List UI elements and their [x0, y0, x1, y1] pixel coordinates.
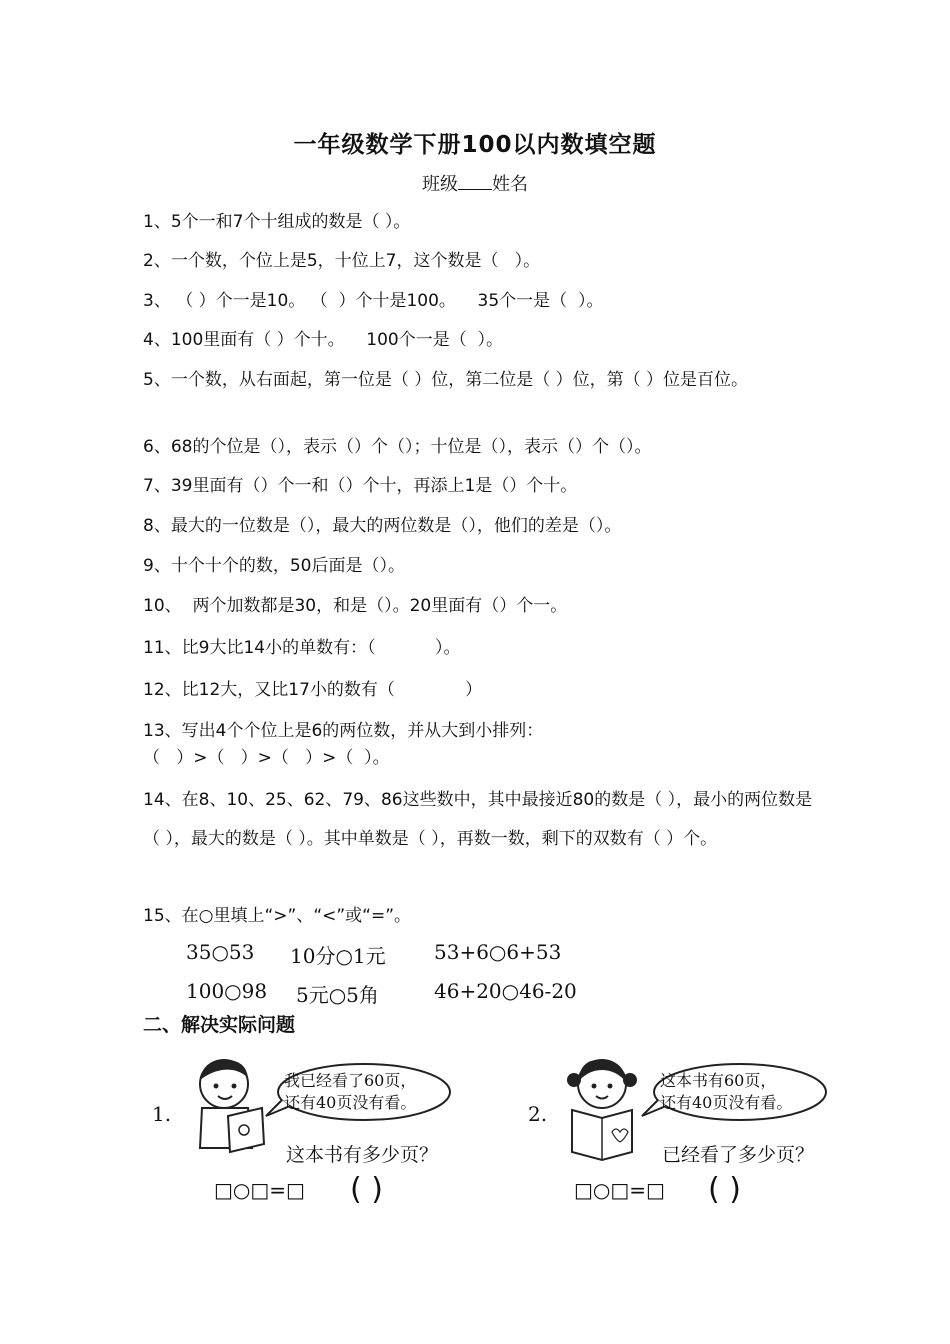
question-7: 7、39里面有（）个一和（）个十，再添上1是（）个十。	[143, 476, 578, 496]
question-14: 14、在8、10、25、62、79、86这些数中，其中最接近80的数是（ ），最小的两位数是（ ），最大的数是（ ）。其中单数是（ ），再数一数，剩下的双数有（ ）个。	[143, 790, 813, 849]
compare-5: 5元○5角	[296, 983, 379, 1007]
problem-2-answer-paren[interactable]: ( )	[708, 1172, 741, 1207]
question-15: 15、在○里填上“>”、“<”或“=”。	[143, 906, 412, 926]
problem-1-answer-paren[interactable]: ( )	[350, 1172, 383, 1207]
class-name-line	[0, 170, 950, 196]
question-13: 13、写出4个个位上是6的两位数，并从大到小排列：	[143, 721, 544, 741]
problem-2	[528, 1052, 888, 1222]
name-label: 姓名	[492, 174, 528, 195]
question-4: 4、100里面有（ ）个十。 100个一是（ ）。	[143, 330, 504, 350]
worksheet-title: 一年级数学下册100以内数填空题	[293, 132, 657, 158]
compare-1: 35○53	[186, 940, 255, 964]
problem-1-bubble-line-1: 我已经看了60页，	[284, 1071, 417, 1090]
problem-2-question: 已经看了多少页？	[662, 1144, 815, 1166]
question-12: 12、比12大，又比17小的数有（ ）	[143, 680, 483, 700]
problem-1-number: 1.	[152, 1102, 172, 1126]
problem-2-bubble-line-1: 这本书有60页，	[660, 1071, 777, 1090]
problem-1-question: 这本书有多少页？	[286, 1144, 439, 1166]
compare-4: 100○98	[186, 979, 268, 1003]
question-2: 2、一个数，个位上是5，十位上7，这个数是（ ）。	[143, 251, 541, 271]
compare-6: 46+20○46-20	[434, 979, 577, 1003]
problem-2-bubble-line-2: 还有40页没有看。	[660, 1093, 793, 1112]
question-9: 9、十个十个的数，50后面是（）。	[143, 556, 405, 576]
problem-2-formula[interactable]: □○□=□	[574, 1178, 665, 1202]
class-blank[interactable]	[458, 173, 492, 190]
problem-1-bubble-line-2: 还有40页没有看。	[284, 1093, 417, 1112]
compare-2: 10分○1元	[290, 944, 386, 968]
question-6: 6、68的个位是（），表示（）个（）；十位是（），表示（）个（）。	[143, 437, 652, 457]
question-8: 8、最大的一位数是（），最大的两位数是（），他们的差是（）。	[143, 516, 622, 536]
problem-2-number: 2.	[528, 1102, 548, 1126]
girl-reading-icon	[558, 1052, 648, 1172]
compare-3: 53+6○6+53	[434, 940, 562, 964]
class-label: 班级	[422, 174, 458, 195]
question-10: 10、 两个加数都是30，和是（）。20里面有（）个一。	[143, 596, 568, 616]
section-2-title: 二、解决实际问题	[143, 1014, 296, 1036]
question-5: 5、一个数，从右面起，第一位是（ ）位，第二位是（ ）位，第（ ）位是百位。	[143, 370, 749, 390]
boy-reading-icon	[182, 1052, 272, 1172]
question-11: 11、比9大比14小的单数有：（ ）。	[143, 638, 461, 658]
question-13-order: （ ）>（ ）>（ ）>（ ）。	[143, 748, 390, 768]
problem-1	[152, 1052, 512, 1222]
question-3: 3、 （ ）个一是10。 （ ）个十是100。 35个一是（ ）。	[143, 291, 604, 311]
question-1: 1、5个一和7个十组成的数是（ ）。	[143, 212, 411, 232]
problem-1-formula[interactable]: □○□=□	[214, 1178, 305, 1202]
